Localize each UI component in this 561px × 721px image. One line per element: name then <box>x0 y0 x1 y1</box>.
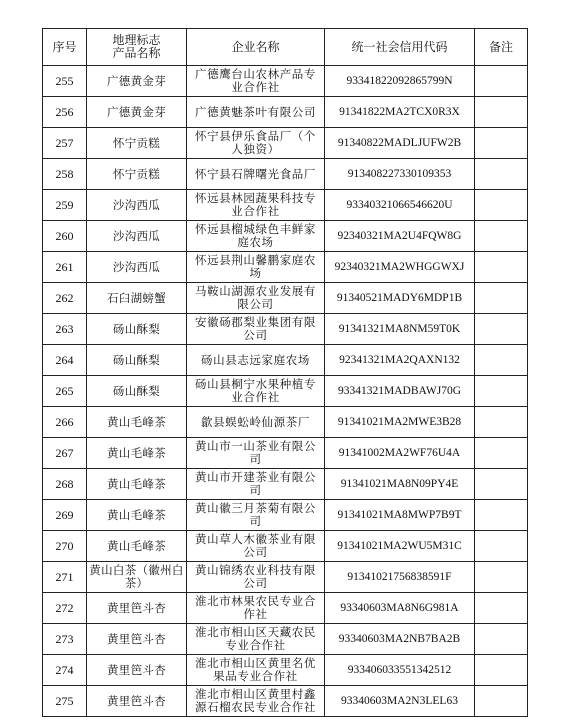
cell-product: 黄里笆斗杏 <box>87 624 187 655</box>
header-code: 统一社会信用代码 <box>325 29 475 66</box>
cell-seq: 266 <box>43 407 87 438</box>
cell-code: 91341002MA2WF76U4A <box>325 438 475 469</box>
cell-code: 93341822092865799N <box>325 66 475 97</box>
cell-code: 92340321MA2WHGGWXJ <box>325 252 475 283</box>
cell-note <box>475 128 528 159</box>
table-row <box>43 159 528 190</box>
cell-product: 砀山酥梨 <box>87 345 187 376</box>
cell-product: 砀山酥梨 <box>87 314 187 345</box>
cell-note <box>475 283 528 314</box>
cell-product: 黄山毛峰茶 <box>87 500 187 531</box>
cell-enterprise: 歙县蜈蚣岭仙源茶厂 <box>187 407 325 438</box>
cell-enterprise: 淮北市相山区黄里名优果品专业合作社 <box>187 655 325 686</box>
table-row <box>43 190 528 221</box>
enterprise-table <box>42 28 528 717</box>
cell-note <box>475 469 528 500</box>
table-header-row <box>43 29 528 66</box>
cell-enterprise: 黄山锦绣农业科技有限公司 <box>187 562 325 593</box>
cell-enterprise: 广德鹰台山农林产品专业合作社 <box>187 66 325 97</box>
table-row <box>43 283 528 314</box>
cell-seq: 268 <box>43 469 87 500</box>
cell-code: 91340822MADLJUFW2B <box>325 128 475 159</box>
cell-enterprise: 怀远县林园蔬果科技专业合作社 <box>187 190 325 221</box>
cell-product: 黄山白茶（徽州白茶） <box>87 562 187 593</box>
cell-note <box>475 221 528 252</box>
cell-note <box>475 531 528 562</box>
cell-note <box>475 438 528 469</box>
cell-product: 黄里笆斗杏 <box>87 686 187 717</box>
table-row <box>43 624 528 655</box>
cell-seq: 262 <box>43 283 87 314</box>
cell-product: 沙沟西瓜 <box>87 190 187 221</box>
cell-enterprise: 广德黄魅茶叶有限公司 <box>187 97 325 128</box>
table-row <box>43 686 528 717</box>
cell-seq: 256 <box>43 97 87 128</box>
cell-code: 92340321MA2U4FQW8G <box>325 221 475 252</box>
cell-code: 91341021MA2MWE3B28 <box>325 407 475 438</box>
cell-note <box>475 500 528 531</box>
cell-enterprise: 怀宁县石牌曙光食品厂 <box>187 159 325 190</box>
table-row <box>43 562 528 593</box>
table-row <box>43 655 528 686</box>
cell-code: 91341021MA2WU5M31C <box>325 531 475 562</box>
cell-seq: 260 <box>43 221 87 252</box>
cell-enterprise: 黄山市开建茶业有限公司 <box>187 469 325 500</box>
cell-seq: 255 <box>43 66 87 97</box>
cell-seq: 265 <box>43 376 87 407</box>
cell-enterprise: 黄山草人木徽茶业有限公司 <box>187 531 325 562</box>
cell-seq: 272 <box>43 593 87 624</box>
cell-product: 黄里笆斗杏 <box>87 655 187 686</box>
cell-note <box>475 97 528 128</box>
cell-seq: 257 <box>43 128 87 159</box>
cell-seq: 270 <box>43 531 87 562</box>
cell-seq: 263 <box>43 314 87 345</box>
cell-note <box>475 593 528 624</box>
cell-note <box>475 686 528 717</box>
document-page <box>42 28 527 717</box>
cell-enterprise: 怀远县荆山馨鹏家庭农场 <box>187 252 325 283</box>
cell-code: 93340603MA2N3LEL63 <box>325 686 475 717</box>
cell-code: 93340603MA8N6G981A <box>325 593 475 624</box>
cell-product: 怀宁贡糕 <box>87 159 187 190</box>
cell-note <box>475 407 528 438</box>
cell-code: 93341321MADBAWJ70G <box>325 376 475 407</box>
cell-enterprise: 淮北市林果农民专业合作社 <box>187 593 325 624</box>
cell-product: 沙沟西瓜 <box>87 221 187 252</box>
cell-product: 黄山毛峰茶 <box>87 469 187 500</box>
cell-note <box>475 562 528 593</box>
cell-seq: 275 <box>43 686 87 717</box>
table-body <box>43 66 528 717</box>
table-row <box>43 128 528 159</box>
cell-product: 黄里笆斗杏 <box>87 593 187 624</box>
cell-product: 怀宁贡糕 <box>87 128 187 159</box>
cell-seq: 271 <box>43 562 87 593</box>
cell-code: 91341021756838591F <box>325 562 475 593</box>
table-row <box>43 438 528 469</box>
cell-note <box>475 190 528 221</box>
cell-seq: 273 <box>43 624 87 655</box>
cell-seq: 258 <box>43 159 87 190</box>
cell-note <box>475 66 528 97</box>
header-seq: 序号 <box>43 29 87 66</box>
cell-code: 91341021MA8MWP7B9T <box>325 500 475 531</box>
cell-seq: 274 <box>43 655 87 686</box>
cell-enterprise: 怀远县榴城绿色丰鲜家庭农场 <box>187 221 325 252</box>
cell-seq: 259 <box>43 190 87 221</box>
cell-note <box>475 252 528 283</box>
table-row <box>43 531 528 562</box>
cell-note <box>475 376 528 407</box>
cell-note <box>475 159 528 190</box>
cell-enterprise: 砀山县桐宁水果种植专业合作社 <box>187 376 325 407</box>
cell-code: 91340521MADY6MDP1B <box>325 283 475 314</box>
table-row <box>43 314 528 345</box>
cell-note <box>475 624 528 655</box>
cell-product: 沙沟西瓜 <box>87 252 187 283</box>
cell-seq: 267 <box>43 438 87 469</box>
cell-code: 93340603MA2NB7BA2B <box>325 624 475 655</box>
cell-seq: 261 <box>43 252 87 283</box>
cell-code: 91341321MA8NM59T0K <box>325 314 475 345</box>
table-row <box>43 407 528 438</box>
cell-code: 913408227330109353 <box>325 159 475 190</box>
cell-note <box>475 345 528 376</box>
cell-enterprise: 马鞍山湖源农业发展有限公司 <box>187 283 325 314</box>
cell-product: 黄山毛峰茶 <box>87 438 187 469</box>
table-row <box>43 345 528 376</box>
cell-code: 93340321066546620U <box>325 190 475 221</box>
cell-product: 砀山酥梨 <box>87 376 187 407</box>
cell-product: 广德黄金芽 <box>87 66 187 97</box>
table-row <box>43 593 528 624</box>
cell-product: 黄山毛峰茶 <box>87 407 187 438</box>
cell-code: 91341822MA2TCX0R3X <box>325 97 475 128</box>
header-note: 备注 <box>475 29 528 66</box>
cell-note <box>475 655 528 686</box>
cell-code: 92341321MA2QAXN132 <box>325 345 475 376</box>
cell-enterprise: 安徽砀郡梨业集团有限公司 <box>187 314 325 345</box>
cell-note <box>475 314 528 345</box>
table-row <box>43 221 528 252</box>
cell-product: 石臼湖螃蟹 <box>87 283 187 314</box>
cell-product: 黄山毛峰茶 <box>87 531 187 562</box>
cell-product: 广德黄金芽 <box>87 97 187 128</box>
header-product: 地理标志 产品名称 <box>87 29 187 66</box>
cell-seq: 269 <box>43 500 87 531</box>
cell-enterprise: 黄山徽三月茶菊有限公司 <box>187 500 325 531</box>
cell-code: 91341021MA8N09PY4E <box>325 469 475 500</box>
table-row <box>43 469 528 500</box>
table-row <box>43 500 528 531</box>
cell-enterprise: 淮北市相山区天藏农民专业合作社 <box>187 624 325 655</box>
cell-enterprise: 黄山市一山茶业有限公司 <box>187 438 325 469</box>
cell-seq: 264 <box>43 345 87 376</box>
header-enterprise: 企业名称 <box>187 29 325 66</box>
cell-code: 933406033551342512 <box>325 655 475 686</box>
table-row <box>43 252 528 283</box>
table-row <box>43 376 528 407</box>
table-row <box>43 66 528 97</box>
cell-enterprise: 淮北市相山区黄里村鑫源石榴农民专业合作社 <box>187 686 325 717</box>
cell-enterprise: 怀宁县伊乐食品厂（个人独资） <box>187 128 325 159</box>
cell-enterprise: 砀山县志远家庭农场 <box>187 345 325 376</box>
table-row <box>43 97 528 128</box>
